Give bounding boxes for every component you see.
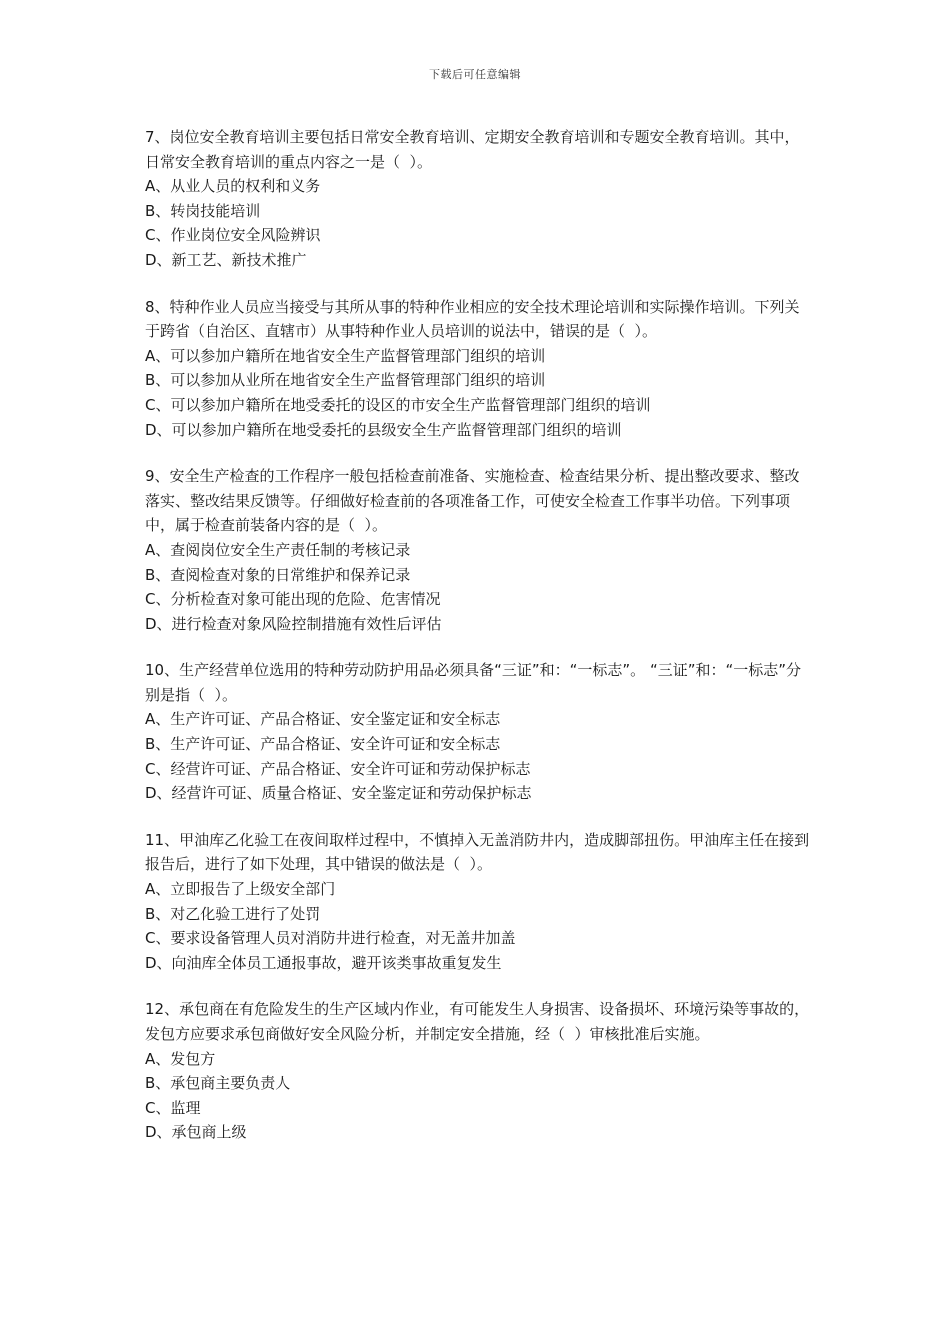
option-b: B、查阅检查对象的日常维护和保养记录 [145,565,411,584]
question-stem: 9、安全生产检查的工作程序一般包括检查前准备、实施检查、检查结果分析、提出整改要求、整改落实、整改结果反馈等。仔细做好检查前的各项准备工作，可使安全检查工作事半功倍。下列事项中，属于检查前装备内容的是（ ）。 [145,467,800,535]
question-stem: 8、特种作业人员应当接受与其所从事的特种作业相应的安全技术理论培训和实际操作培训。下列关于跨省（自治区、直辖市）从事特种作业人员培训的说法中，错误的是（ ）。 [145,297,800,341]
question-7 [145,125,810,273]
question-9 [145,464,810,636]
option-d: D、新工艺、新技术推广 [145,250,307,269]
option-d: D、进行检查对象风险控制措施有效性后评估 [145,614,442,633]
option-a: A、查阅岗位安全生产责任制的考核记录 [145,540,411,559]
question-list [145,125,810,1167]
option-d: D、经营许可证、质量合格证、安全鉴定证和劳动保护标志 [145,784,532,803]
page-header: 下载后可任意编辑 [429,68,521,81]
option-b: B、生产许可证、产品合格证、安全许可证和安全标志 [145,735,501,754]
option-d: D、可以参加户籍所在地受委托的县级安全生产监督管理部门组织的培训 [145,420,622,439]
question-10 [145,658,810,806]
option-a: A、发包方 [145,1049,216,1068]
option-b: B、可以参加从业所在地省安全生产监督管理部门组织的培训 [145,371,546,390]
option-c: C、分析检查对象可能出现的危险、危害情况 [145,590,441,609]
option-a: A、生产许可证、产品合格证、安全鉴定证和安全标志 [145,710,501,729]
option-a: A、从业人员的权利和义务 [145,177,321,196]
option-d: D、向油库全体员工通报事故，避开该类事故重复发生 [145,953,502,972]
question-11 [145,828,810,976]
question-stem: 12、承包商在有危险发生的生产区域内作业，有可能发生人身损害、设备损坏、环境污染等事故的，发包方应要求承包商做好安全风险分析，并制定安全措施，经（ ）审核批准后实施。 [145,1000,810,1043]
question-stem: 7、岗位安全教育培训主要包括日常安全教育培训、定期安全教育培训和专题安全教育培训。其中，日常安全教育培训的重点内容之一是（ ）。 [145,128,800,171]
option-b: B、转岗技能培训 [145,201,261,220]
question-12 [145,997,810,1145]
option-a: A、立即报告了上级安全部门 [145,880,336,899]
option-c: C、监理 [145,1098,201,1117]
option-c: C、经营许可证、产品合格证、安全许可证和劳动保护标志 [145,759,531,778]
option-d: D、承包商上级 [145,1123,247,1142]
option-a: A、可以参加户籍所在地省安全生产监督管理部门组织的培训 [145,346,546,365]
option-b: B、对乙化验工进行了处罚 [145,904,321,923]
option-c: C、作业岗位安全风险辨识 [145,226,321,245]
question-8 [145,295,810,443]
option-b: B、承包商主要负责人 [145,1074,291,1093]
option-c: C、要求设备管理人员对消防井进行检查，对无盖井加盖 [145,929,516,948]
option-c: C、可以参加户籍所在地受委托的设区的市安全生产监督管理部门组织的培训 [145,395,651,414]
question-stem: 10、生产经营单位选用的特种劳动防护用品必须具备“三证”和：“一标志”。 “三证”和：“一标志”分别是指（ ）。 [145,661,802,704]
question-stem: 11、甲油库乙化验工在夜间取样过程中，不慎掉入无盖消防井内，造成脚部扭伤。甲油库主任在接到报告后，进行了如下处理，其中错误的做法是（ ）。 [145,830,810,874]
